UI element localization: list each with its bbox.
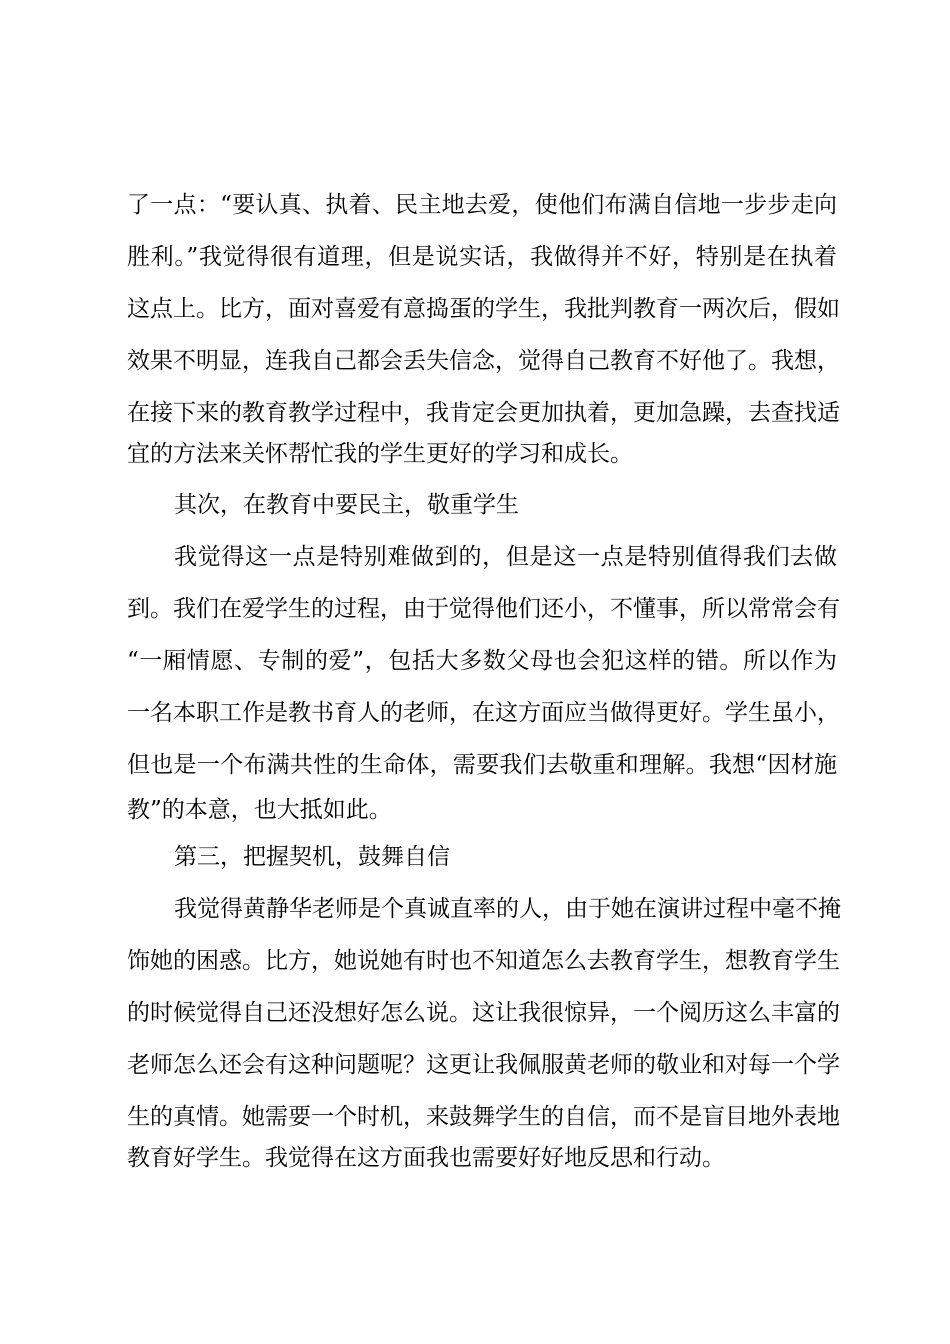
paragraph-line: “一厢情愿、专制的爱”，包括大多数父母也会犯这样的错。所以作为 [127,648,837,674]
paragraph-line: 我觉得黄静华老师是个真诚直率的人，由于她在演讲过程中毫不掩 [174,896,841,922]
section-heading: 其次，在教育中要民主，敬重学生 [174,492,519,518]
paragraph-line: 在接下来的教育教学过程中，我肯定会更加执着，更加急躁，去查找适 [127,400,840,426]
paragraph-line: 了一点：“要认真、执着、民主地去爱，使他们布满自信地一步步走向 [127,192,837,218]
paragraph-line: 饰她的困惑。比方，她说她有时也不知道怎么去教育学生，想教育学生 [127,948,840,974]
paragraph-line: 教育好学生。我觉得在这方面我也需要好好地反思和行动。 [127,1145,725,1171]
paragraph-line: 生的真情。她需要一个时机，来鼓舞学生的自信，而不是盲目地外表地 [127,1104,840,1130]
section-heading: 第三，把握契机，鼓舞自信 [174,844,450,870]
paragraph-line: 这点上。比方，面对喜爱有意捣蛋的学生，我批判教育一两次后，假如 [127,296,840,322]
paragraph-line: 教”的本意，也大抵如此。 [127,797,392,823]
paragraph-line: 一名本职工作是教书育人的老师，在这方面应当做得更好。学生虽小， [127,700,840,726]
paragraph-line: 我觉得这一点是特别难做到的，但是这一点是特别值得我们去做 [174,544,837,570]
paragraph-line: 到。我们在爱学生的过程，由于觉得他们还小，不懂事，所以常常会有 [127,596,840,622]
paragraph-line: 老师怎么还会有这种问题呢？这更让我佩服黄老师的敬业和对每一个学 [127,1052,840,1078]
paragraph-line: 但也是一个布满共性的生命体，需要我们去敬重和理解。我想“因材施 [127,752,837,778]
paragraph-line: 的时候觉得自己还没想好怎么说。这让我很惊异，一个阅历这么丰富的 [127,1000,840,1026]
paragraph-line: 胜利。”我觉得很有道理，但是说实话，我做得并不好，特别是在执着 [127,244,837,270]
paragraph-line: 宜的方法来关怀帮忙我的学生更好的学习和成长。 [127,441,633,467]
paragraph-line: 效果不明显，连我自己都会丢失信念，觉得自己教育不好他了。我想， [127,348,840,374]
